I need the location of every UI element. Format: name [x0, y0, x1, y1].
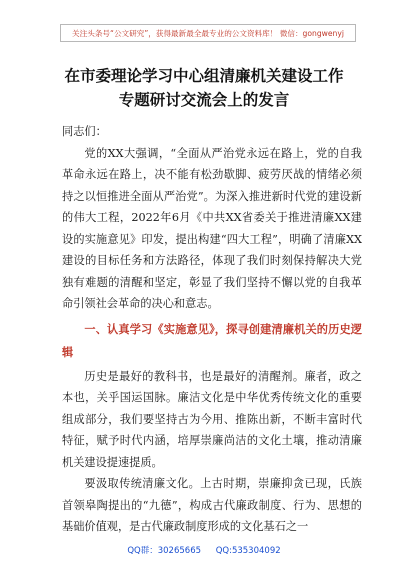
- footer-qq-group: QQ群：30265665: [127, 546, 202, 556]
- section-paragraph: 历史是最好的教科书，也是最好的清醒剂。廉者，政之本也，关乎国运国脉。廉洁文化是中华优秀传统文化的重要组成部分，我们要坚持古为今用、推陈出新，不断丰富时代特征，赋予时代内涵，培厚崇廉尚洁的文化土壤，推动清廉机关建设提速提质。: [62, 369, 362, 469]
- intro-paragraph: 党的XX大强调，“全面从严治党永远在路上，党的自我革命永远在路上，决不能有松劲歇脚、疲劳厌战的情绪必须持之以恒推进全面从严治党”。为深入推进新时代党的建设新的伟大工程，2022年6月《中共XX省委关于推进清廉XX建设的实施意见》印发，提出构建“四大工程”，明确了清廉XX建设的目标任务和方法路径，体现了我们时刻保持解决大党独有难题的清醒和坚定，彰显了我们坚持不懈以党的自我革命引领社会革命的决心和意志。: [62, 146, 362, 310]
- document-title-line-1: 在市委理论学习中心组清廉机关建设工作: [64, 67, 344, 85]
- document-body: [62, 121, 362, 538]
- section-heading: 一、认真学习《实施意见》，探寻创建清廉机关的历史逻辑: [62, 322, 362, 359]
- page-footer: [0, 544, 408, 556]
- section-paragraph: 要汲取传统清廉文化。上古时期，崇廉抑贪已现，氏族首领皋陶提出的“九德”，构成古代廉政制度、行为、思想的基础价值观，是古代廉政制度形成的文化基石之一: [62, 477, 362, 533]
- footer-qq: QQ:535304092: [215, 546, 281, 556]
- salutation: 同志们：: [62, 125, 107, 138]
- document-title-line-2: 专题研讨交流会上的发言: [118, 91, 290, 109]
- header-banner: 关注头条号“公文研究”，获得最新最全最专业的公文资料库！ 微信：gongwenyj: [60, 24, 356, 42]
